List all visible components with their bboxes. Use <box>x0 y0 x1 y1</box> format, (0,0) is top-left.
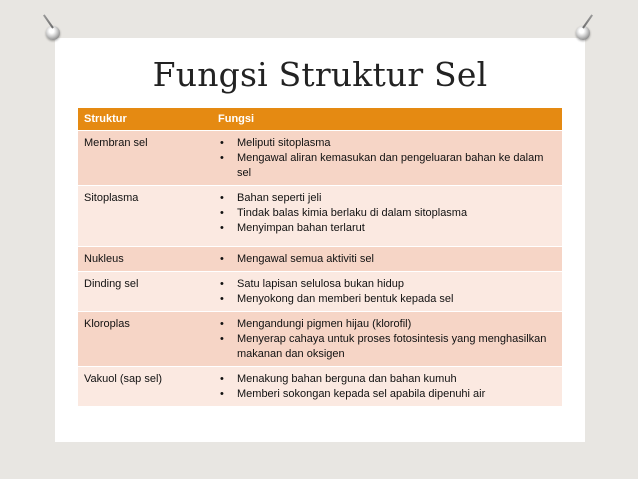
fungsi-item: • Menyokong dan memberi bentuk kepada sel <box>218 292 556 307</box>
table-row <box>78 186 562 247</box>
structure-function-table <box>78 108 562 407</box>
table-row <box>78 131 562 186</box>
fungsi-item: • Menyimpan bahan terlarut <box>218 221 556 236</box>
table-row <box>78 272 562 312</box>
pin-left-icon <box>46 26 60 40</box>
struktur-cell: Membran sel <box>78 131 212 186</box>
fungsi-item: • Mengawal aliran kemasukan dan pengeluaran bahan ke dalam sel <box>218 151 556 181</box>
fungsi-item: • Mengandungi pigmen hijau (klorofil) <box>218 317 556 332</box>
table-row <box>78 247 562 272</box>
table-row <box>78 312 562 367</box>
fungsi-cell <box>212 247 562 272</box>
fungsi-item: • Mengawal semua aktiviti sel <box>218 252 556 267</box>
fungsi-cell <box>212 272 562 312</box>
fungsi-cell <box>212 131 562 186</box>
fungsi-item: • Memberi sokongan kepada sel apabila dipenuhi air <box>218 387 556 402</box>
fungsi-item: • Tindak balas kimia berlaku di dalam sitoplasma <box>218 206 556 221</box>
struktur-cell: Nukleus <box>78 247 212 272</box>
header-fungsi: Fungsi <box>212 108 562 131</box>
table-header-row <box>78 108 562 131</box>
fungsi-item: • Bahan seperti jeli <box>218 191 556 206</box>
struktur-cell: Sitoplasma <box>78 186 212 247</box>
header-struktur: Struktur <box>78 108 212 131</box>
struktur-cell: Dinding sel <box>78 272 212 312</box>
fungsi-item: • Meliputi sitoplasma <box>218 136 556 151</box>
slide-title: Fungsi Struktur Sel <box>152 55 488 94</box>
table-row <box>78 367 562 407</box>
fungsi-item: • Menakung bahan berguna dan bahan kumuh <box>218 372 556 387</box>
pin-right-icon <box>576 26 590 40</box>
fungsi-item: • Menyerap cahaya untuk proses fotosintesis yang menghasilkan makanan dan oksigen <box>218 332 556 362</box>
fungsi-item: • Satu lapisan selulosa bukan hidup <box>218 277 556 292</box>
fungsi-cell <box>212 367 562 407</box>
fungsi-cell <box>212 312 562 367</box>
struktur-cell: Kloroplas <box>78 312 212 367</box>
fungsi-cell <box>212 186 562 247</box>
struktur-cell: Vakuol (sap sel) <box>78 367 212 407</box>
